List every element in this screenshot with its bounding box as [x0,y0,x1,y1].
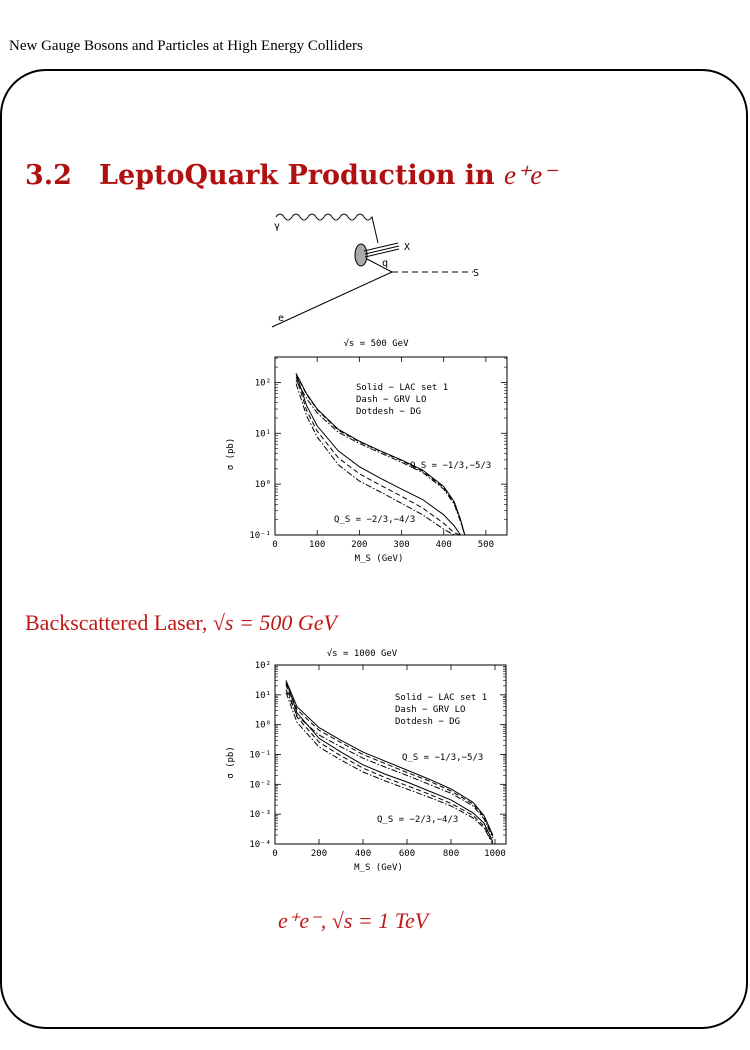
x-tick-label: 400 [354,849,372,859]
chart-title: √s = 500 GeV [343,339,409,349]
running-head: New Gauge Bosons and Particles at High Energy Colliders [9,38,363,54]
y-axis-label: σ (pb) [226,437,236,471]
y-tick-label: 10⁻³ [249,810,271,821]
label-s: S [473,268,480,279]
x-tick-label: 100 [309,540,326,550]
x-tick-label: 0 [272,849,278,859]
label-e: e [278,313,285,324]
x-tick-label: 200 [351,540,368,550]
chart-1000gev [212,642,518,878]
x-tick-label: 1000 [484,849,506,859]
x-tick-label: 800 [442,849,460,859]
x-tick-label: 600 [398,849,416,859]
y-tick-label: 10² [254,661,271,671]
section-title [25,160,557,191]
label-x: X [404,242,411,253]
label-q: q [382,258,389,269]
legend-entry: Dash − GRV LO [395,705,466,715]
x-tick-label: 500 [477,540,495,550]
legend-entry: Dash − GRV LO [356,395,427,405]
annotation-qs-a: Q_S = −1/3,−5/3 [410,461,492,471]
y-tick-label: 10⁻¹ [249,531,271,541]
section-title-text: LeptoQuark Production in [99,160,495,191]
x-tick-label: 200 [310,849,328,859]
y-tick-label: 10⁰ [254,720,271,731]
x-tick-label: 400 [435,540,452,550]
caption-ee [278,908,428,934]
y-tick-label: 10¹ [254,429,271,440]
y-tick-label: 10⁻⁴ [249,840,271,850]
photon-blob [355,244,367,266]
y-tick-label: 10² [254,378,271,389]
y-axis-label: σ (pb) [226,746,236,779]
y-tick-label: 10⁻² [249,780,271,791]
section-number: 3.2 [25,160,72,191]
legend-entry: Solid − LAC set 1 [356,383,449,393]
label-gamma: γ [274,221,281,232]
chart-title: √s = 1000 GeV [326,649,398,659]
y-tick-label: 10⁻¹ [249,750,271,761]
legend-entry: Dotdesh − DG [395,717,461,727]
section-title-math: e⁺e⁻ [504,160,557,190]
caption1-formula: √s = 500 GeV [212,610,337,635]
x-axis-label: M_S (GeV) [354,863,403,873]
annotation-qs-b: Q_S = −2/3,−4/3 [377,815,459,825]
annotation-qs-b: Q_S = −2/3,−4/3 [334,515,416,525]
y-tick-label: 10⁰ [254,480,271,491]
annotation-qs-a: Q_S = −1/3,−5/3 [402,753,484,763]
chart-500gev [218,332,518,572]
x-axis-label: M_S (GeV) [354,554,404,564]
caption1-text: Backscattered Laser, [25,610,208,635]
legend-entry: Dotdesh − DG [356,407,422,417]
caption2-formula: √s = 1 TeV [331,908,429,933]
x-tick-label: 0 [272,540,278,550]
legend-entry: Solid − LAC set 1 [395,693,488,703]
electron-line [272,272,392,327]
quark-line [367,259,392,272]
photon-line [276,214,378,243]
y-tick-label: 10¹ [254,690,271,701]
caption-backscattered [25,610,337,636]
caption2-text: e⁺e⁻, [278,908,327,933]
feynman-diagram [268,205,483,330]
x-tick-label: 300 [393,540,410,550]
